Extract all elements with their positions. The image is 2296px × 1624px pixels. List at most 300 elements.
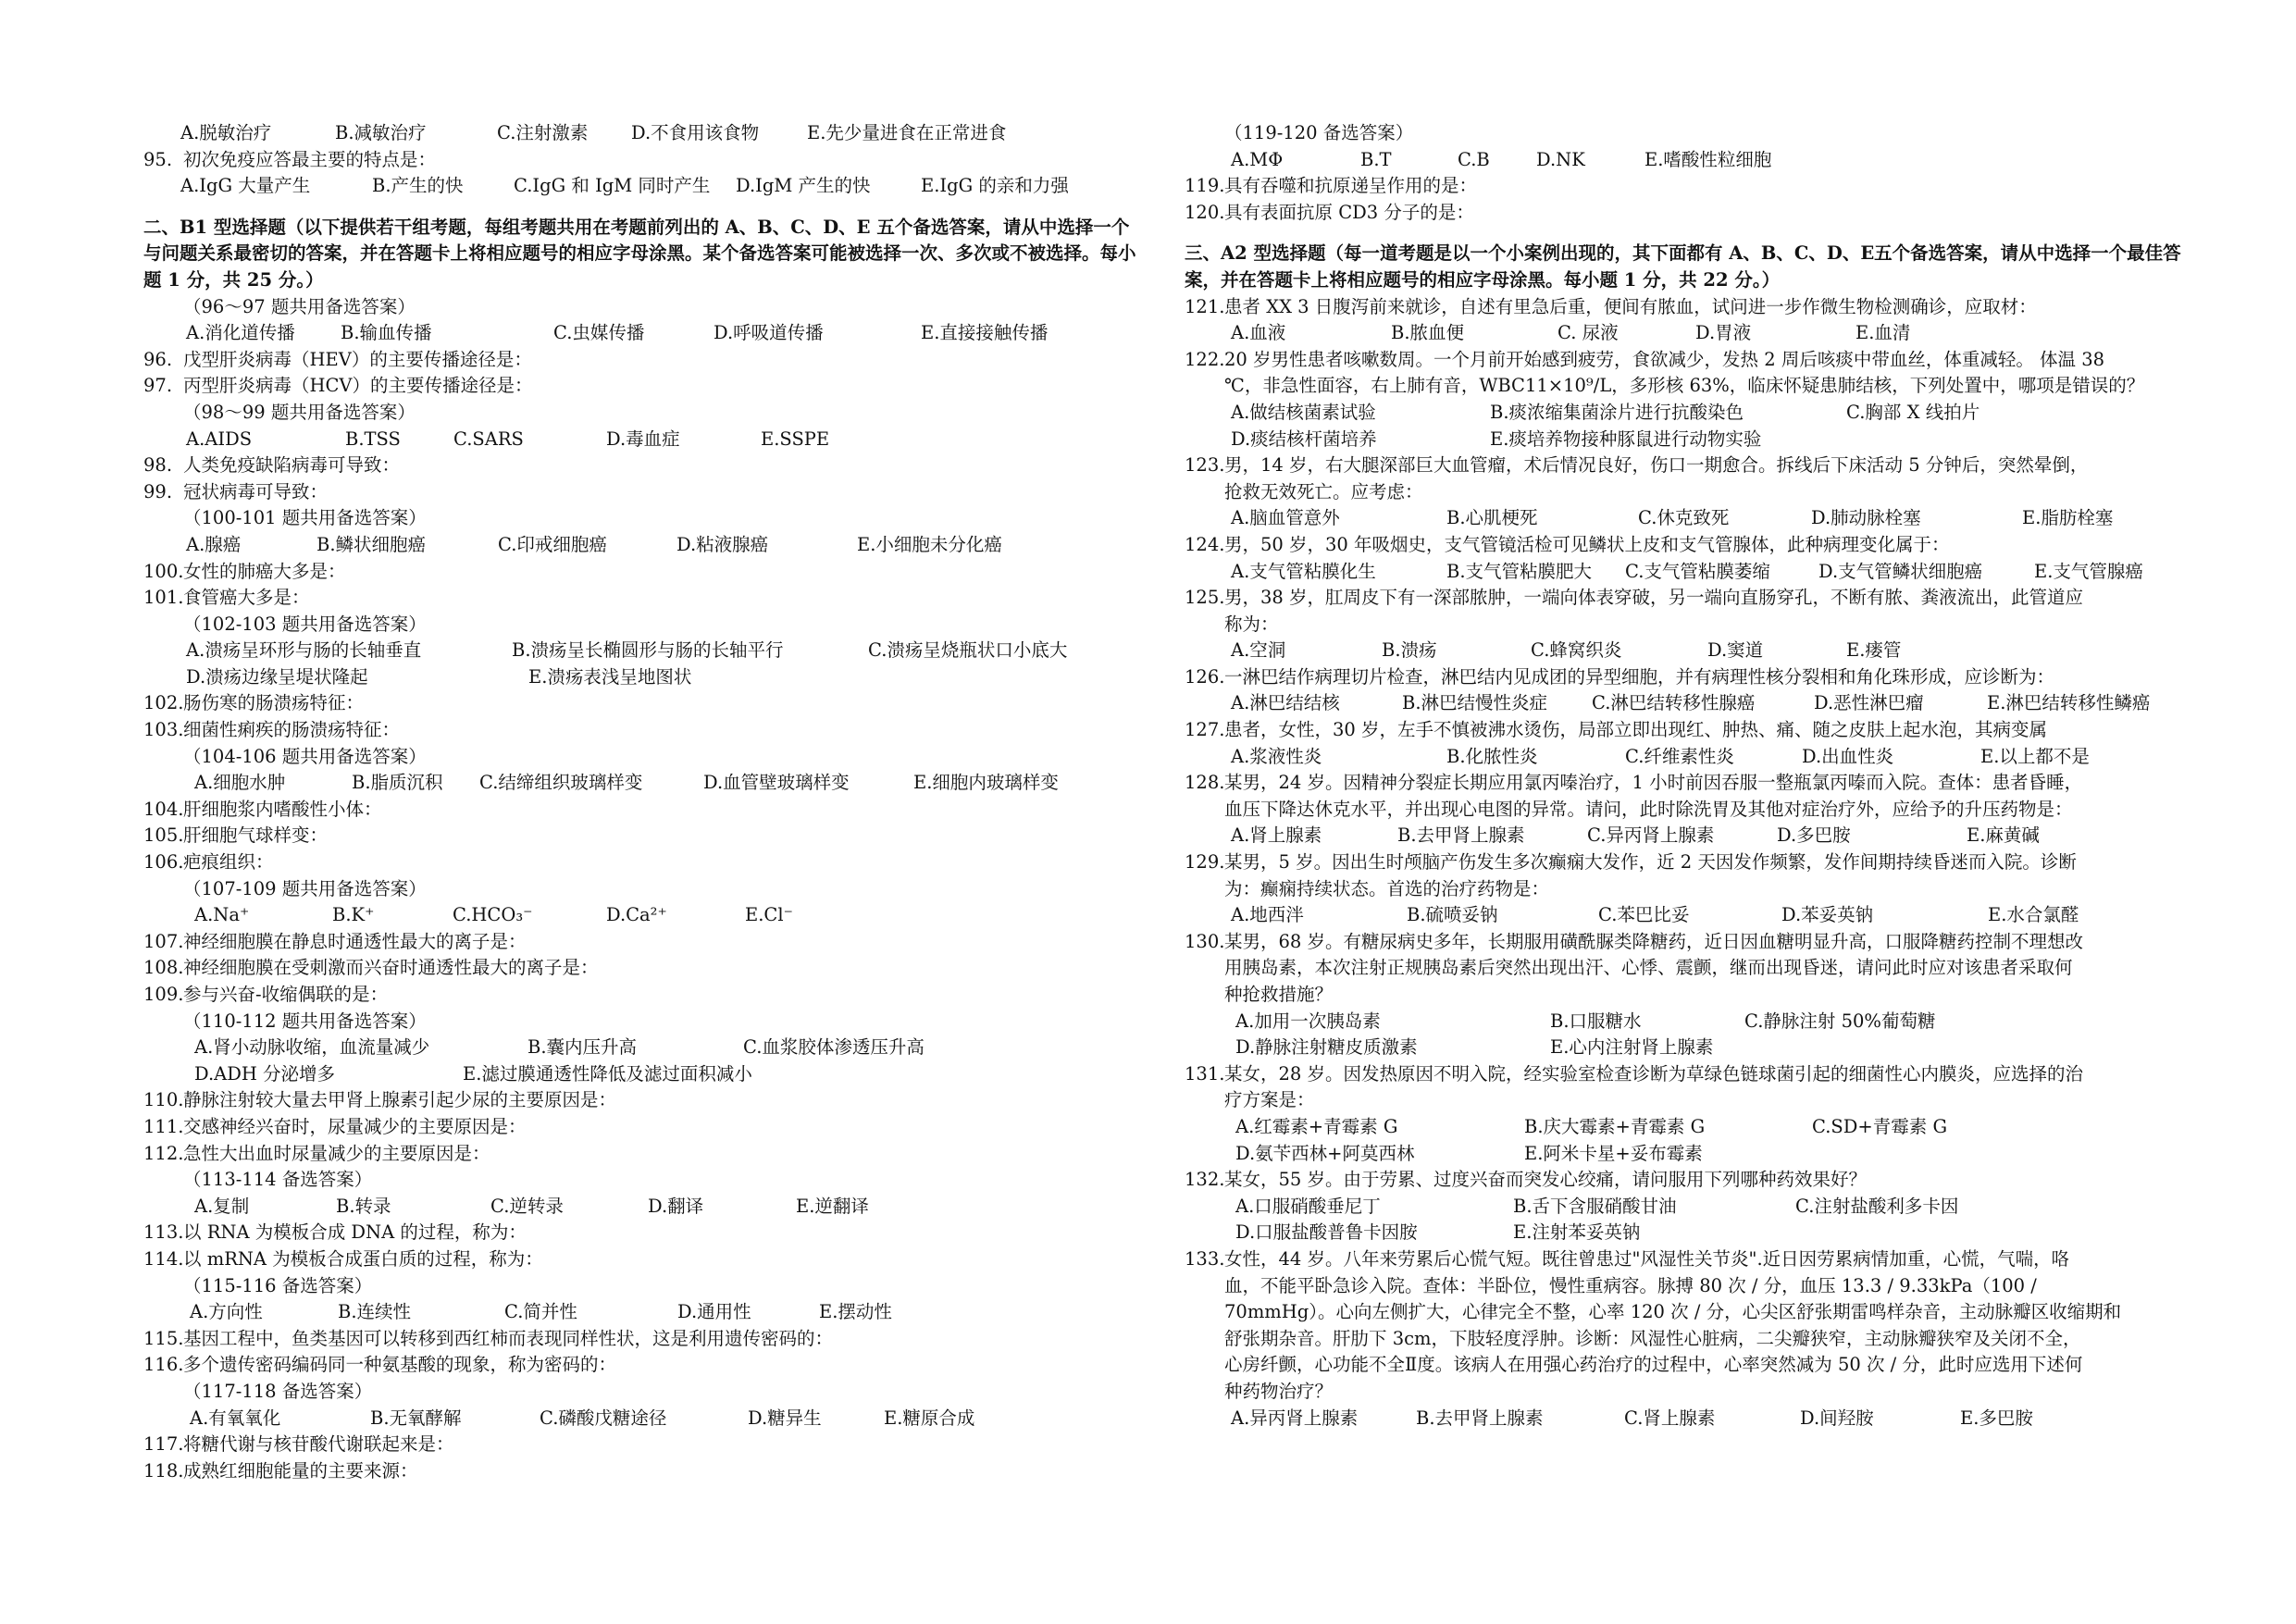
answer-options xyxy=(1185,1194,2203,1221)
answer-option: C.溃疡呈烧瓶状口小底大 xyxy=(868,639,1068,662)
answer-option: D.肺动脉栓塞 xyxy=(1811,507,1921,529)
question xyxy=(1185,929,2203,956)
answer-option: E.脂肪栓塞 xyxy=(2022,507,2114,529)
answer-option: B.去甲肾上腺素 xyxy=(1416,1407,1544,1429)
answer-option: D.恶性淋巴瘤 xyxy=(1814,692,1924,714)
answer-options xyxy=(1185,1406,2203,1432)
question-text: 一淋巴结作病理切片检查，淋巴结内见成团的异型细胞，并有病理性核分裂相和角化珠形成，应诊断为： xyxy=(1224,665,2055,688)
answer-option: C.HCO₃⁻ xyxy=(453,904,533,926)
answer-option: B.转录 xyxy=(336,1195,391,1217)
question-continuation: 血压下降达休克水平，并出现心电图的异常。请问，此时除洗胃及其他对症治疗外，应给予的升压药物是： xyxy=(1224,798,2073,820)
answer-option: C.肾上腺素 xyxy=(1624,1407,1716,1429)
answer-option: D.Ca²⁺ xyxy=(606,904,667,926)
question xyxy=(143,1087,1138,1114)
question-text: 患者，女性，30 岁，左手不慎被沸水烫伤，局部立即出现红、肿热、痛、随之皮肤上起水泡，其病变属 xyxy=(1224,719,2048,741)
answer-option: C.异丙肾上腺素 xyxy=(1587,824,1715,847)
question-text: 男，38 岁，肛周皮下有一深部脓肿，一端向体表穿破，另一端向直肠穿孔，不断有脓、粪液流出，此管道应 xyxy=(1224,587,2084,609)
answer-option: C.支气管粘膜萎缩 xyxy=(1625,560,1770,582)
question xyxy=(143,1458,1138,1485)
answer-options xyxy=(1185,744,2203,771)
answer-option: E.多巴胺 xyxy=(1960,1407,2033,1429)
question-continuation: ℃，非急性面容，右上肺有音，WBC11×10⁹/L，多形核 63%，临床怀疑患肺结核，下列处置中，哪项是错误的？ xyxy=(1224,375,2145,397)
question-number: 120. xyxy=(1185,201,1225,223)
answer-option: E.先少量进食在正常进食 xyxy=(807,122,1007,143)
answer-options xyxy=(1185,320,2203,347)
question xyxy=(143,347,1138,374)
question xyxy=(1185,770,2203,797)
question-number: 129. xyxy=(1185,851,1225,874)
question-text: 基因工程中，鱼类基因可以转移到西红柿而表现同样性状，这是利用遗传密码的： xyxy=(183,1327,834,1349)
question xyxy=(143,1114,1138,1141)
question-text: 肠伤寒的肠溃疡特征： xyxy=(183,692,365,714)
question-continuation: 称为： xyxy=(1224,613,1279,635)
question-text: 食管癌大多是： xyxy=(183,587,310,609)
question-number: 104. xyxy=(143,798,184,820)
answer-option: A.有氧氧化 xyxy=(190,1407,281,1429)
answer-option: E.摆动性 xyxy=(819,1301,892,1323)
answer-option: C.SD+青霉素 G xyxy=(1812,1115,1948,1137)
question-text: 静脉注射较大量去甲肾上腺素引起少尿的主要原因是： xyxy=(183,1089,617,1111)
question xyxy=(1185,585,2203,612)
answer-option: D.静脉注射糖皮质激素 xyxy=(1235,1036,1418,1059)
question xyxy=(143,982,1138,1009)
answer-options xyxy=(143,1299,1138,1326)
question xyxy=(1185,294,2203,321)
question-number: 127. xyxy=(1185,719,1225,741)
answer-option: E.SSPE xyxy=(761,428,830,450)
question-continuation: 血，不能平卧急诊入院。查体：半卧位，慢性重病容。脉搏 80 次 / 分，血压 13.3 / 9.33kPa（100 / xyxy=(1224,1274,2037,1296)
answer-option: C.血浆胶体渗透压升高 xyxy=(743,1036,925,1059)
answer-option: C.逆转录 xyxy=(490,1195,564,1217)
answer-option: E.逆翻译 xyxy=(796,1195,869,1217)
answer-option: E.嗜酸性粒细胞 xyxy=(1644,148,1772,170)
question-text: 将糖代谢与核苷酸代谢联起来是： xyxy=(183,1433,454,1456)
answer-option: E.淋巴结转移性鳞癌 xyxy=(1987,692,2151,714)
answer-option: A.淋巴结结核 xyxy=(1231,692,1340,714)
answer-options xyxy=(1185,823,2203,849)
question xyxy=(143,929,1138,956)
answer-option: A.消化道传播 xyxy=(186,322,295,344)
question-number: 116. xyxy=(143,1354,184,1376)
question-number: 126. xyxy=(1185,665,1225,688)
answer-option: D.溃疡边缘呈堤状隆起 xyxy=(186,665,368,688)
answer-option: C.胸部 X 线拍片 xyxy=(1846,401,1980,423)
question-text: 参与兴奋-收缩偶联的是： xyxy=(183,984,389,1005)
question-number: 109. xyxy=(143,984,184,1005)
answer-option: C.结缔组织玻璃样变 xyxy=(479,772,643,794)
answer-option: C.IgG 和 IgM 同时产生 xyxy=(514,175,711,197)
answer-options xyxy=(1185,559,2203,586)
answer-options xyxy=(143,1061,1138,1088)
answer-options xyxy=(1185,1114,2203,1141)
answer-option: B.脓血便 xyxy=(1391,322,1465,344)
answer-options xyxy=(143,1194,1138,1221)
answer-option: E.溃疡表浅呈地图状 xyxy=(528,665,692,688)
answer-option: D.痰结核杆菌培养 xyxy=(1231,428,1377,450)
answer-option: C.B xyxy=(1458,148,1490,170)
question-number: 128. xyxy=(1185,772,1225,794)
answer-option: D.血管壁玻璃样变 xyxy=(703,772,850,794)
answer-option: E.滤过膜通透性降低及滤过面积减小 xyxy=(463,1062,752,1085)
answer-options xyxy=(143,770,1138,797)
option-group-heading: （117-118 备选答案） xyxy=(183,1380,373,1402)
answer-option: D.间羟胺 xyxy=(1800,1407,1874,1429)
question-continuation: 心房纤颤，心功能不全Ⅱ度。该病人在用强心药治疗的过程中，心率突然减为 50 次 / 分，此时应选用下述何 xyxy=(1224,1354,2083,1376)
answer-option: B.化脓性炎 xyxy=(1446,745,1538,767)
answer-option: E.IgG 的亲和力强 xyxy=(921,175,1069,197)
answer-option: D.NK xyxy=(1536,148,1585,170)
answer-options xyxy=(1185,1220,2203,1246)
question xyxy=(143,849,1138,876)
question-number: 101. xyxy=(143,587,184,609)
question-text: 肝细胞浆内嗜酸性小体： xyxy=(183,798,382,820)
answer-option: D.支气管鳞状细胞癌 xyxy=(1818,560,1983,582)
question xyxy=(143,1220,1138,1246)
answer-options xyxy=(1185,1035,2203,1061)
answer-option: A.做结核菌素试验 xyxy=(1231,401,1376,423)
question-text: 初次免疫应答最主要的特点是： xyxy=(183,148,437,170)
answer-option: B.K⁺ xyxy=(332,904,375,926)
answer-option: A.血液 xyxy=(1231,322,1286,344)
question-text: 20 岁男性患者咳嗽数周。一个月前开始感到疲劳，食欲减少，发热 2 周后咳痰中带血丝，体重减轻。 体温 38 xyxy=(1224,348,2105,370)
answer-option: E.麻黄碱 xyxy=(1967,824,2040,847)
question-text: 成熟红细胞能量的主要来源： xyxy=(183,1459,418,1481)
answer-option: E.注射苯妥英钠 xyxy=(1513,1221,1641,1244)
answer-options xyxy=(143,120,1138,147)
answer-option: E.糖原合成 xyxy=(884,1407,975,1429)
question xyxy=(1185,452,2203,479)
question-number: 97. xyxy=(143,375,173,397)
question xyxy=(143,690,1138,717)
question-number: 119. xyxy=(1185,175,1225,197)
answer-option: A.加用一次胰岛素 xyxy=(1235,1010,1381,1032)
answer-option: D.粘液腺癌 xyxy=(676,533,769,555)
answer-option: A.方向性 xyxy=(190,1301,263,1323)
answer-option: B.口服糖水 xyxy=(1550,1010,1642,1032)
answer-option: A.复制 xyxy=(194,1195,250,1217)
question-text: 具有吞噬和抗原递呈作用的是： xyxy=(1224,175,1478,197)
answer-option: C.注射激素 xyxy=(497,122,589,143)
answer-option: D.苯妥英钠 xyxy=(1781,904,1874,926)
answer-option: A.Na⁺ xyxy=(194,904,250,926)
question-number: 132. xyxy=(1185,1169,1225,1191)
answer-options xyxy=(1185,505,2203,532)
option-group-heading: （110-112 题共用备选答案） xyxy=(183,1010,427,1032)
question xyxy=(1185,1246,2203,1273)
answer-option: D.毒血症 xyxy=(606,428,680,450)
answer-option: A.浆液性炎 xyxy=(1231,745,1322,767)
question xyxy=(143,373,1138,400)
left-column xyxy=(143,120,1138,1484)
answer-option: C.苯巴比妥 xyxy=(1598,904,1690,926)
question xyxy=(143,1326,1138,1353)
answer-option: B.舌下含服硝酸甘油 xyxy=(1513,1195,1677,1217)
question-text: 冠状病毒可导致： xyxy=(183,480,329,502)
question xyxy=(143,559,1138,586)
question-number: 100. xyxy=(143,560,184,582)
answer-option: B.支气管粘膜肥大 xyxy=(1446,560,1593,582)
answer-option: C.虫媒传播 xyxy=(553,322,645,344)
option-group-heading: （104-106 题共用备选答案） xyxy=(183,745,427,767)
answer-option: E.阿米卡星+妥布霉素 xyxy=(1524,1142,1703,1164)
question xyxy=(1185,849,2203,876)
answer-option: B.产生的快 xyxy=(372,175,464,197)
answer-option: A.脑血管意外 xyxy=(1231,507,1340,529)
answer-option: A.腺癌 xyxy=(186,533,242,555)
answer-options xyxy=(1185,147,2203,174)
question xyxy=(143,452,1138,479)
answer-option: B.输血传播 xyxy=(341,322,432,344)
question-continuation: 70mmHg）。心向左侧扩大，心律完全不整，心率 120 次 / 分，心尖区舒张期雷鸣样杂音，主动脉瓣区收缩期和 xyxy=(1224,1301,2122,1323)
question-text: 某男，5 岁。因出生时颅脑产伤发生多次癫痫大发作，近 2 天因发作频繁，发作间期持续昏迷而入院。诊断 xyxy=(1224,851,2077,874)
question xyxy=(1185,664,2203,691)
answer-option: D.IgM 产生的快 xyxy=(736,175,871,197)
question-text: 以 mRNA 为模板合成蛋白质的过程，称为： xyxy=(183,1247,543,1270)
answer-option: D.呼吸道传播 xyxy=(714,322,824,344)
question-text: 急性大出血时尿量减少的主要原因是： xyxy=(183,1142,490,1164)
option-group-heading: （119-120 备选答案） xyxy=(1224,122,1414,143)
question-number: 114. xyxy=(143,1247,184,1270)
question-text: 神经细胞膜在受刺激而兴奋时通透性最大的离子是： xyxy=(183,957,599,979)
question-text: 男，14 岁，右大腿深部巨大血管瘤，术后情况良好，伤口一期愈合。拆线后下床活动 5 分钟后，突然晕倒， xyxy=(1224,454,2089,477)
question xyxy=(143,479,1138,506)
answer-option: A.脱敏治疗 xyxy=(180,122,272,143)
question-number: 105. xyxy=(143,824,184,847)
answer-option: D.糖异生 xyxy=(748,1407,822,1429)
question xyxy=(143,955,1138,982)
answer-option: A.地西泮 xyxy=(1231,904,1304,926)
answer-option: A.口服硝酸垂尼丁 xyxy=(1235,1195,1381,1217)
question xyxy=(143,1352,1138,1379)
question-number: 112. xyxy=(143,1142,184,1164)
answer-option: A.AIDS xyxy=(186,428,253,450)
question-text: 人类免疫缺陷病毒可导致： xyxy=(183,454,401,477)
question xyxy=(1185,200,2203,227)
answer-option: D.氨苄西林+阿莫西林 xyxy=(1235,1142,1415,1164)
question-number: 108. xyxy=(143,957,184,979)
answer-option: C.淋巴结转移性腺癌 xyxy=(1592,692,1756,714)
option-group-heading: （102-103 题共用备选答案） xyxy=(183,613,427,635)
answer-option: A.溃疡呈环形与肠的长轴垂直 xyxy=(186,639,422,662)
question-number: 111. xyxy=(143,1115,184,1137)
answer-options xyxy=(143,173,1138,200)
question-number: 107. xyxy=(143,930,184,952)
question-text: 肝细胞气球样变： xyxy=(183,824,329,847)
question xyxy=(143,147,1138,174)
question-number: 131. xyxy=(1185,1062,1225,1085)
answer-options xyxy=(1185,1141,2203,1168)
question-text: 患者 XX 3 日腹泻前来就诊，自述有里急后重，便间有脓血，试问进一步作微生物检测确诊，应取材： xyxy=(1224,295,2037,317)
answer-option: E.痰培养物接种豚鼠进行动物实验 xyxy=(1490,428,1762,450)
answer-option: A.MΦ xyxy=(1231,148,1284,170)
question-text: 某男，68 岁。有糖尿病史多年，长期服用磺酰脲类降糖药，近日因血糖明显升高，口服降糖药控制不理想改 xyxy=(1224,930,2084,952)
answer-options xyxy=(143,1406,1138,1432)
answer-options xyxy=(143,427,1138,453)
answer-option: E.Cl⁻ xyxy=(745,904,793,926)
answer-option: C.磷酸戊糖途径 xyxy=(540,1407,667,1429)
answer-option: E.水合氯醛 xyxy=(1988,904,2079,926)
question xyxy=(143,797,1138,824)
answer-option: A.细胞水肿 xyxy=(194,772,286,794)
question-text: 戊型肝炎病毒（HEV）的主要传播途径是： xyxy=(183,348,532,370)
answer-option: E.心内注射肾上腺素 xyxy=(1550,1036,1714,1059)
option-group-heading: （107-109 题共用备选答案） xyxy=(183,877,427,899)
answer-options xyxy=(143,638,1138,664)
answer-option: D.出血性炎 xyxy=(1802,745,1894,767)
answer-options xyxy=(143,1035,1138,1061)
question-continuation: 疗方案是： xyxy=(1224,1089,1315,1111)
answer-option: B.脂质沉积 xyxy=(352,772,443,794)
answer-option: D.多巴胺 xyxy=(1777,824,1851,847)
answer-option: B.鳞状细胞癌 xyxy=(316,533,427,555)
question xyxy=(1185,173,2203,200)
section-heading: 二、B1 型选择题（以下提供若干组考题，每组考题共用在考题前列出的 A、B、C、D、E 五个备选答案，请从中选择一个与问题关系最密切的答案，并在答题卡上将相应题号的相应字母涂黑。某个备选答案可能被选择一次、多次或不被选择。每小题 1 分，共 25 分。） xyxy=(143,216,1136,291)
answer-option: C. 尿液 xyxy=(1558,322,1619,344)
answer-option: B.溃疡呈长椭圆形与肠的长轴平行 xyxy=(512,639,784,662)
answer-option: A.红霉素+青霉素 G xyxy=(1235,1115,1398,1137)
answer-option: B.庆大霉素+青霉素 G xyxy=(1524,1115,1706,1137)
answer-option: B.去甲肾上腺素 xyxy=(1397,824,1525,847)
question-number: 133. xyxy=(1185,1247,1225,1270)
question xyxy=(1185,347,2203,374)
question xyxy=(1185,532,2203,559)
answer-options xyxy=(143,902,1138,929)
question-text: 某女，28 岁。因发热原因不明入院，经实验室检查诊断为草绿色链球菌引起的细菌性心内膜炎，应选择的治 xyxy=(1224,1062,2084,1085)
answer-options xyxy=(1185,427,2203,453)
question-text: 具有表面抗原 CD3 分子的是： xyxy=(1224,201,1474,223)
question-number: 99. xyxy=(143,480,173,502)
answer-option: A.IgG 大量产生 xyxy=(180,175,311,197)
question-number: 110. xyxy=(143,1089,184,1111)
question-text: 以 RNA 为模板合成 DNA 的过程，称为： xyxy=(183,1221,527,1244)
question-number: 106. xyxy=(143,851,184,874)
question-text: 女性的肺癌大多是： xyxy=(183,560,346,582)
answer-option: B.减敏治疗 xyxy=(335,122,427,143)
question xyxy=(143,585,1138,612)
question-number: 118. xyxy=(143,1459,184,1481)
answer-option: A.支气管粘膜化生 xyxy=(1231,560,1376,582)
answer-option: C.注射盐酸利多卡因 xyxy=(1795,1195,1959,1217)
question xyxy=(143,1141,1138,1168)
question-number: 117. xyxy=(143,1433,184,1456)
question-number: 115. xyxy=(143,1327,184,1349)
question-text: 某男，24 岁。因精神分裂症长期应用氯丙嗪治疗，1 小时前因吞服一整瓶氯丙嗪而入院。查体：患者昏睡， xyxy=(1224,772,2083,794)
answer-option: E.直接接触传播 xyxy=(921,322,1049,344)
answer-option: B.心肌梗死 xyxy=(1446,507,1538,529)
answer-option: E.血清 xyxy=(1855,322,1911,344)
option-group-heading: （113-114 备选答案） xyxy=(183,1169,373,1191)
option-group-heading: （96～97 题共用备选答案） xyxy=(183,295,416,317)
section-heading: 三、A2 型选择题（每一道考题是以一个小案例出现的，其下面都有 A、B、C、D、E五个备选答案，请从中选择一个最佳答案，并在答题卡上将相应题号的相应字母涂黑。每小题 1 分，共 22 分。） xyxy=(1185,242,2181,291)
question xyxy=(1185,1167,2203,1194)
answer-option: E.以上都不是 xyxy=(1980,745,2090,767)
answer-option: B.硫喷妥钠 xyxy=(1407,904,1498,926)
answer-options xyxy=(1185,400,2203,427)
question-continuation: 舒张期杂音。肝肋下 3cm，下肢轻度浮肿。诊断：风湿性心脏病，二尖瓣狭窄，主动脉瓣狭窄及关闭不全， xyxy=(1224,1327,2081,1349)
question-text: 神经细胞膜在静息时通透性最大的离子是： xyxy=(183,930,527,952)
answer-option: B.囊内压升高 xyxy=(527,1036,638,1059)
answer-option: C.纤维素性炎 xyxy=(1625,745,1734,767)
answer-option: C.静脉注射 50%葡萄糖 xyxy=(1744,1010,1936,1032)
answer-option: A.肾小动脉收缩，血流量减少 xyxy=(194,1036,430,1059)
answer-options xyxy=(1185,902,2203,929)
answer-option: E.瘘管 xyxy=(1846,639,1902,662)
answer-options xyxy=(1185,638,2203,664)
question-number: 95. xyxy=(143,148,173,170)
answer-option: D.翻译 xyxy=(648,1195,704,1217)
answer-option: E.支气管腺癌 xyxy=(2034,560,2143,582)
question-text: 某女，55 岁。由于劳累、过度兴奋而突发心绞痛，请问服用下列哪种药效果好？ xyxy=(1224,1169,1868,1191)
answer-option: B.溃疡 xyxy=(1382,639,1437,662)
answer-options xyxy=(143,532,1138,559)
answer-option: E.细胞内玻璃样变 xyxy=(913,772,1059,794)
question xyxy=(1185,1061,2203,1088)
question xyxy=(143,823,1138,849)
answer-option: B.无氧酵解 xyxy=(370,1407,462,1429)
answer-option: B.T xyxy=(1360,148,1392,170)
question-number: 121. xyxy=(1185,295,1225,317)
answer-option: E.小细胞未分化癌 xyxy=(857,533,1002,555)
answer-option: A.异丙肾上腺素 xyxy=(1231,1407,1359,1429)
answer-option: B.连续性 xyxy=(338,1301,412,1323)
question xyxy=(143,1432,1138,1458)
answer-option: D.胃液 xyxy=(1695,322,1752,344)
answer-option: B.TSS xyxy=(345,428,401,450)
answer-option: D.窦道 xyxy=(1707,639,1764,662)
answer-option: D.ADH 分泌增多 xyxy=(194,1062,336,1085)
question-continuation: 为：癫痫持续状态。首选的治疗药物是： xyxy=(1224,877,1550,899)
question-text: 男，50 岁，30 年吸烟史，支气管镜活检可见鳞状上皮和支气管腺体，此种病理变化属于： xyxy=(1224,533,1950,555)
question-text: 女性，44 岁。八年来劳累后心慌气短。既往曾患过"风湿性关节炎".近日因劳累病情加重，心慌，气喘，咯 xyxy=(1224,1247,2070,1270)
question-continuation: 抢救无效死亡。应考虑： xyxy=(1224,480,1423,502)
question-text: 多个遗传密码编码同一种氨基酸的现象，称为密码的： xyxy=(183,1354,617,1376)
answer-option: D.通用性 xyxy=(677,1301,751,1323)
question-number: 113. xyxy=(143,1221,184,1244)
answer-option: C.简并性 xyxy=(504,1301,577,1323)
question-text: 细菌性痢疾的肠溃疡特征： xyxy=(183,719,401,741)
question xyxy=(143,1246,1138,1273)
answer-option: B.痰浓缩集菌涂片进行抗酸染色 xyxy=(1490,401,1744,423)
question-text: 交感神经兴奋时，尿量减少的主要原因是： xyxy=(183,1115,527,1137)
answer-option: A.空洞 xyxy=(1231,639,1286,662)
answer-option: D.口服盐酸普鲁卡因胺 xyxy=(1235,1221,1418,1244)
question-number: 124. xyxy=(1185,533,1225,555)
question-number: 96. xyxy=(143,348,173,370)
option-group-heading: （100-101 题共用备选答案） xyxy=(183,507,427,529)
answer-option: C.印戒细胞癌 xyxy=(498,533,607,555)
question-number: 125. xyxy=(1185,587,1225,609)
answer-option: D.不食用该食物 xyxy=(631,122,760,143)
question-number: 123. xyxy=(1185,454,1225,477)
question-number: 102. xyxy=(143,692,184,714)
answer-options xyxy=(1185,1009,2203,1035)
question-continuation: 种药物治疗？ xyxy=(1224,1380,1334,1402)
answer-option: C.休克致死 xyxy=(1638,507,1730,529)
option-group-heading: （98～99 题共用备选答案） xyxy=(183,401,416,423)
question xyxy=(1185,717,2203,744)
question-text: 丙型肝炎病毒（HCV）的主要传播途径是： xyxy=(183,375,533,397)
question-continuation: 种抢救措施？ xyxy=(1224,984,1334,1005)
answer-option: C.蜂窝织炎 xyxy=(1531,639,1622,662)
answer-option: A.肾上腺素 xyxy=(1231,824,1322,847)
answer-options xyxy=(143,664,1138,691)
answer-option: B.淋巴结慢性炎症 xyxy=(1402,692,1548,714)
question-text: 疤痕组织： xyxy=(183,851,274,874)
question xyxy=(143,717,1138,744)
question-number: 130. xyxy=(1185,930,1225,952)
answer-options xyxy=(143,320,1138,347)
question-number: 122. xyxy=(1185,348,1225,370)
